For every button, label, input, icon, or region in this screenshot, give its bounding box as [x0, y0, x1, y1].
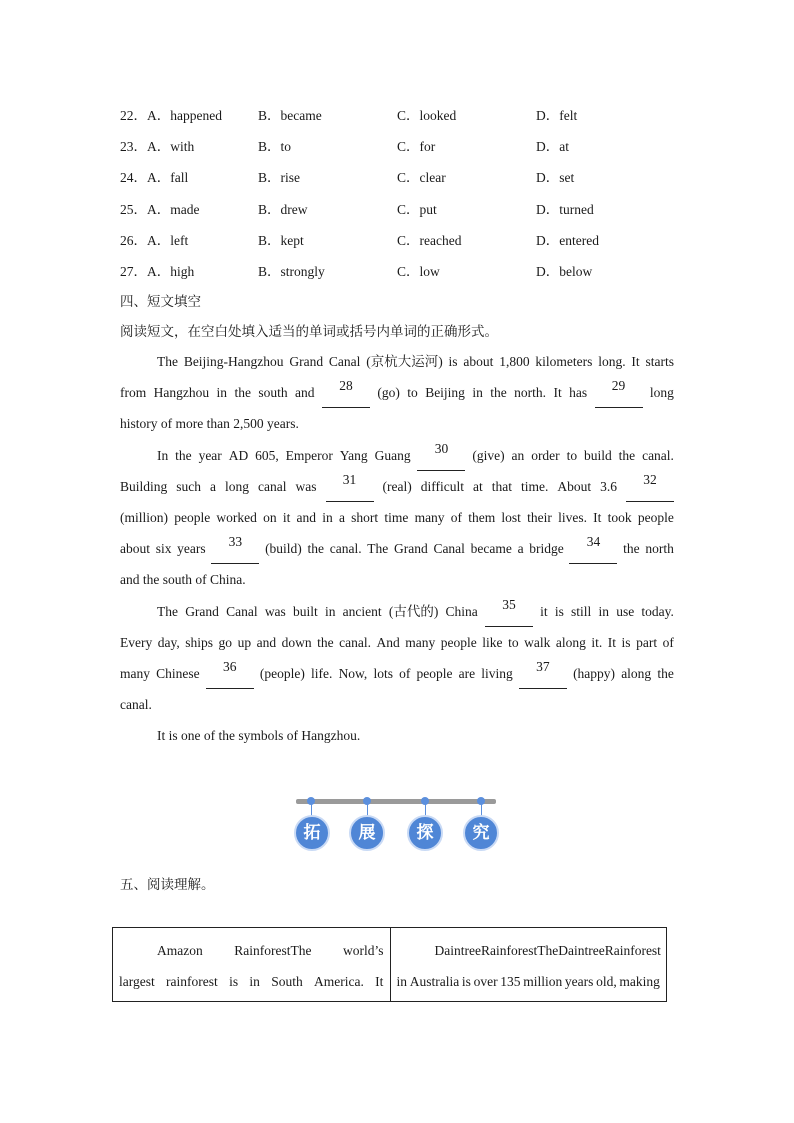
- passage-word: (give): [472, 447, 505, 463]
- passage-word: million: [523, 974, 563, 989]
- passage-word: ships: [185, 634, 214, 650]
- passage-word: is: [229, 974, 239, 989]
- passage-word: It: [631, 354, 640, 369]
- passage-word: South: [271, 974, 303, 989]
- passage-word: people: [174, 509, 211, 525]
- passage-word: kilometers: [535, 354, 593, 369]
- passage-word: Now,: [338, 665, 368, 681]
- passage-line: canal.: [120, 697, 152, 713]
- passage-word: the: [307, 541, 325, 557]
- option-d: D．set: [536, 170, 575, 186]
- option-a: 27．A．high: [120, 263, 195, 279]
- passage-word: to: [508, 634, 519, 650]
- passage-word: The: [157, 354, 178, 369]
- passage-word: along: [621, 665, 652, 681]
- option-d: D．below: [536, 263, 593, 279]
- option-c: C．clear: [397, 170, 446, 186]
- passage-word: lives.: [558, 509, 587, 525]
- passage-word: long: [649, 385, 674, 401]
- passage: [120, 346, 674, 751]
- passage-word: an: [511, 447, 525, 463]
- passage-word: America.: [314, 974, 364, 989]
- passage-word: 3.6: [600, 478, 617, 494]
- passage-word: canal.: [642, 447, 674, 463]
- passage-word: and: [256, 634, 277, 650]
- passage-word: 1,800: [499, 354, 530, 369]
- option-b: B．became: [258, 108, 322, 123]
- option-b: B．rise: [258, 170, 300, 186]
- passage-word: their: [527, 509, 552, 525]
- extension-banner: [296, 795, 500, 855]
- passage-word: (古代的): [388, 603, 439, 619]
- passage-word: today.: [641, 603, 674, 619]
- passage-word: down: [281, 634, 312, 650]
- passage-word: on: [263, 509, 277, 525]
- banner-char: 探: [407, 815, 443, 851]
- passage-word: Yang: [339, 447, 368, 463]
- passage-word: Amazon: [157, 943, 203, 958]
- passage-word: making: [619, 974, 660, 989]
- passage-word: world’s: [343, 943, 384, 958]
- passage-word: long: [225, 478, 250, 494]
- banner-bar: [296, 799, 496, 804]
- option-row: [120, 257, 680, 288]
- passage-word: It: [593, 509, 602, 525]
- passage-word: (京杭大运河): [366, 354, 443, 369]
- passage-word: in: [322, 509, 333, 525]
- passage-word: many: [120, 665, 150, 681]
- passage-word: 605,: [255, 447, 279, 463]
- passage-word: (happy): [573, 665, 616, 681]
- passage-line: [120, 440, 674, 471]
- passage-word: lots: [373, 665, 393, 681]
- passage-word: and: [296, 509, 317, 525]
- passage-word: to: [566, 447, 578, 463]
- passage-word: has: [569, 385, 588, 401]
- passage-word: it.: [591, 634, 603, 650]
- option-b: B．to: [258, 139, 292, 155]
- passage-word: Grand: [185, 603, 219, 619]
- passage-word: Guang: [374, 447, 411, 463]
- passage-word: north.: [514, 385, 547, 401]
- passage-line: [120, 471, 674, 502]
- passage-line: [120, 346, 674, 377]
- passage-word: order: [531, 447, 560, 463]
- passage-word: In: [157, 447, 169, 463]
- passage-word: canal.: [339, 634, 371, 650]
- passage-word: time.: [521, 478, 549, 494]
- passage-word: years: [564, 974, 594, 989]
- passage-word: China: [445, 603, 478, 619]
- passage-word: canal.: [329, 541, 362, 557]
- option-a: 25．A．made: [120, 201, 200, 217]
- passage-word: rainforest: [166, 974, 218, 989]
- passage-word: from: [120, 385, 147, 401]
- passage-word: along: [555, 634, 586, 650]
- option-row: [120, 226, 680, 257]
- option-a: 26．A．left: [120, 232, 189, 248]
- passage-word: About: [557, 478, 592, 494]
- passage-word: Daintree: [434, 943, 481, 958]
- banner-char: 究: [463, 815, 499, 851]
- passage-word: It: [607, 634, 617, 650]
- passage-word: (go): [377, 385, 400, 401]
- passage-word: them: [468, 509, 496, 525]
- section-heading-4: 四、短文填空: [120, 294, 201, 310]
- passage-word: life.: [311, 665, 333, 681]
- passage-word: year: [198, 447, 222, 463]
- option-d: D．entered: [536, 232, 599, 248]
- passage-word: 135: [500, 974, 521, 989]
- passage-word: worked: [216, 509, 257, 525]
- option-d: D．at: [536, 139, 569, 155]
- passage-word: to: [407, 385, 418, 401]
- passage-word: of: [662, 634, 674, 650]
- answer-blank[interactable]: 37: [519, 658, 567, 689]
- passage-word: up: [237, 634, 252, 650]
- passage-word: Grand: [393, 541, 428, 557]
- passage-word: the: [234, 385, 251, 401]
- passage-word: a: [210, 478, 217, 494]
- answer-blank[interactable]: 33: [211, 533, 259, 564]
- answer-blank[interactable]: 28: [322, 377, 370, 408]
- passage-word: people: [637, 509, 674, 525]
- passage-word: is: [448, 354, 458, 369]
- passage-word: people: [416, 665, 453, 681]
- passage-line: [120, 627, 674, 658]
- passage-word: the: [175, 447, 192, 463]
- passage-word: in: [324, 603, 336, 619]
- passage-word: Canal: [226, 603, 258, 619]
- passage-word: (people): [259, 665, 305, 681]
- cell-line: [397, 935, 661, 966]
- passage-word: it: [540, 603, 548, 619]
- passage-word: time: [384, 509, 409, 525]
- passage-word: took: [607, 509, 632, 525]
- passage-word: north: [645, 541, 674, 557]
- passage-word: south: [258, 385, 288, 401]
- passage-line: [120, 377, 674, 408]
- passage-line: [120, 533, 674, 564]
- option-c: C．looked: [397, 108, 457, 123]
- passage-word: use: [616, 603, 635, 619]
- option-d: D．felt: [536, 108, 578, 123]
- passage-word: was: [264, 603, 286, 619]
- passage-word: in: [598, 603, 610, 619]
- passage-word: day,: [157, 634, 180, 650]
- option-row: [120, 101, 680, 132]
- passage-word: six: [155, 541, 172, 557]
- banner-char: 展: [349, 815, 385, 851]
- answer-options: [120, 101, 680, 288]
- option-a: 23．A．with: [120, 139, 195, 155]
- answer-blank[interactable]: 31: [326, 471, 374, 502]
- section-instruction: 阅读短文，在空白处填入适当的单词或括号内单词的正确形式。: [120, 324, 498, 340]
- answer-blank[interactable]: 32: [626, 471, 674, 502]
- passage-word: RainforestThe: [234, 943, 312, 958]
- section-heading-5: 五、阅读理解。: [120, 877, 215, 893]
- option-row: [120, 163, 680, 194]
- passage-word: the: [618, 447, 636, 463]
- passage-word: It: [375, 974, 384, 989]
- passage-word: of: [450, 509, 463, 525]
- passage-word: in: [472, 385, 483, 401]
- passage-word: a: [338, 509, 345, 525]
- table-cell-daintree: [390, 928, 667, 1001]
- passage-word: (real): [382, 478, 412, 494]
- option-c: C．low: [397, 263, 440, 279]
- passage-word: Australia: [409, 974, 460, 989]
- passage-word: Chinese: [156, 665, 200, 681]
- passage-word: is: [621, 634, 631, 650]
- passage-word: years: [177, 541, 206, 557]
- passage-word: Daintree: [558, 943, 605, 958]
- passage-word: canal: [258, 478, 287, 494]
- passage-line: It is one of the symbols of Hangzhou.: [157, 728, 361, 744]
- option-d: D．turned: [536, 201, 594, 217]
- passage-line: [120, 502, 674, 533]
- passage-word: build: [584, 447, 612, 463]
- passage-word: lost: [501, 509, 521, 525]
- passage-word: starts: [645, 354, 674, 369]
- passage-word: people: [440, 634, 477, 650]
- passage-word: Emperor: [285, 447, 333, 463]
- option-row: [120, 195, 680, 226]
- passage-word: is: [461, 974, 471, 989]
- passage-word: about: [120, 541, 150, 557]
- passage-word: Beijing: [425, 385, 465, 401]
- passage-word: in: [216, 385, 228, 401]
- passage-word: in: [396, 974, 408, 989]
- passage-word: walk: [524, 634, 551, 650]
- passage-word: bridge: [529, 541, 564, 557]
- passage-word: in: [249, 974, 260, 989]
- passage-word: like: [482, 634, 503, 650]
- passage-word: still: [571, 603, 592, 619]
- passage-word: it: [282, 509, 291, 525]
- passage-word: Grand: [289, 354, 324, 369]
- answer-blank[interactable]: 30: [417, 440, 465, 471]
- passage-word: old,: [596, 974, 617, 989]
- option-c: C．put: [397, 201, 437, 217]
- passage-word: short: [351, 509, 379, 525]
- passage-word: the: [623, 541, 640, 557]
- passage-word: at: [473, 478, 483, 494]
- passage-word: the: [317, 634, 334, 650]
- passage-word: difficult: [420, 478, 464, 494]
- passage-word: was: [295, 478, 317, 494]
- passage-line: and the south of China.: [120, 572, 246, 588]
- passage-line: [120, 596, 674, 627]
- answer-blank[interactable]: 36: [206, 658, 254, 689]
- cell-line: [119, 966, 384, 997]
- passage-word: the: [490, 385, 507, 401]
- passage-word: became: [470, 541, 512, 557]
- passage-word: The: [367, 541, 389, 557]
- passage-word: Hangzhou: [153, 385, 210, 401]
- passage-word: and: [295, 385, 315, 401]
- passage-word: that: [491, 478, 512, 494]
- passage-word: such: [176, 478, 202, 494]
- table-cell-amazon: [113, 928, 390, 1001]
- passage-word: built: [293, 603, 318, 619]
- passage-word: RainforestThe: [480, 943, 559, 958]
- passage-word: of: [399, 665, 411, 681]
- cell-line: [397, 966, 661, 997]
- answer-blank[interactable]: 35: [485, 596, 533, 627]
- cell-line: [119, 935, 384, 966]
- option-b: B．kept: [258, 232, 304, 248]
- passage-word: ancient: [342, 603, 382, 619]
- passage-word: Beijing-Hangzhou: [183, 354, 284, 369]
- passage-word: many: [405, 634, 436, 650]
- passage-word: is: [554, 603, 564, 619]
- passage-word: And: [376, 634, 400, 650]
- passage-word: largest: [119, 974, 155, 989]
- passage-word: many: [414, 509, 445, 525]
- reading-table: [112, 927, 667, 1002]
- passage-word: Canal: [328, 354, 361, 369]
- passage-word: It: [553, 385, 562, 401]
- banner-char: 拓: [294, 815, 330, 851]
- passage-word: The: [157, 603, 178, 619]
- passage-word: living: [481, 665, 513, 681]
- passage-line: [120, 658, 674, 689]
- passage-word: Rainforest: [604, 943, 661, 958]
- option-a: 24．A．fall: [120, 170, 189, 186]
- option-b: B．drew: [258, 201, 308, 217]
- passage-word: long.: [598, 354, 626, 369]
- option-c: C．for: [397, 139, 436, 155]
- passage-word: Every: [120, 634, 153, 650]
- option-a: 22．A．happened: [120, 108, 222, 123]
- answer-blank[interactable]: 34: [569, 533, 617, 564]
- passage-word: (million): [120, 509, 168, 525]
- passage-line: history of more than 2,500 years.: [120, 416, 299, 432]
- option-row: [120, 132, 680, 163]
- passage-word: are: [458, 665, 476, 681]
- passage-word: AD: [228, 447, 249, 463]
- passage-word: go: [218, 634, 233, 650]
- passage-word: the: [657, 665, 674, 681]
- passage-word: (build): [265, 541, 302, 557]
- passage-word: a: [517, 541, 524, 557]
- option-c: C．reached: [397, 232, 462, 248]
- passage-word: about: [463, 354, 494, 369]
- passage-word: Canal: [433, 541, 465, 557]
- passage-word: part: [636, 634, 658, 650]
- answer-blank[interactable]: 29: [595, 377, 643, 408]
- option-b: B．strongly: [258, 263, 325, 279]
- passage-word: over: [473, 974, 498, 989]
- passage-word: Building: [120, 478, 168, 494]
